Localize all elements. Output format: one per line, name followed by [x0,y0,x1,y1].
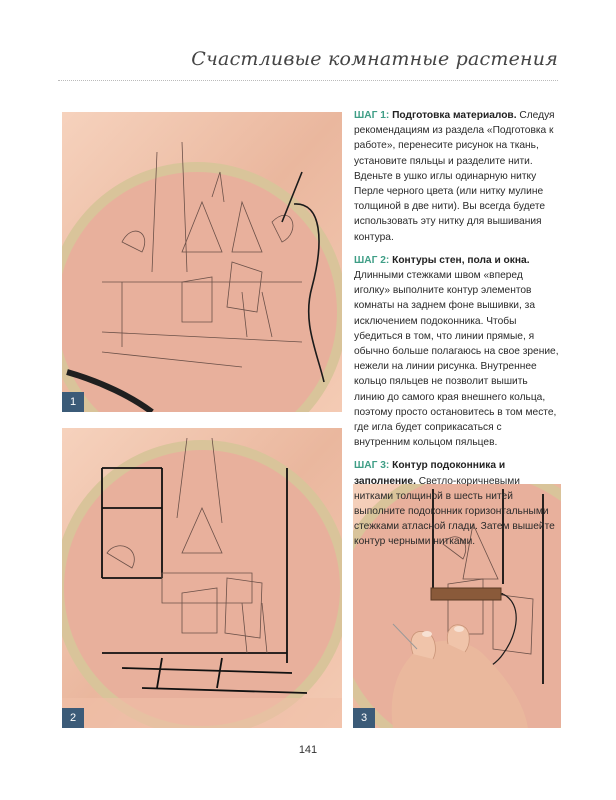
step-label: ШАГ 1: [354,110,390,121]
step-label: ШАГ 3: [354,460,390,472]
step-3-paragraph [354,458,560,549]
photo-step-2 [62,428,342,728]
step-label: ШАГ 2: [354,254,390,266]
page-number: 141 [298,744,318,756]
step-title: Подготовка материалов. [392,110,517,121]
step-body: Светло-коричневыми нитками толщиной в шесть нитей выполните подоконник горизонтальными стежками атласной глади. Затем вышейте контур черными нитками. [354,475,555,548]
photo-2-illustration [62,428,342,728]
photo-step-1 [62,112,342,412]
photo-number-badge: 3 [353,708,375,728]
step-title: Контуры стен, пола и окна. [392,254,530,266]
header-rule [58,80,558,81]
step-title: Контур подоконника и заполнение. [354,460,506,487]
step-body: Длинными стежками швом «вперед иголку» выполните контур элементов комнаты на заднем фоне вышивки, за исключением подоконника. Чтобы убедиться в том, что линии прямые, я обычно больше полагаюсь на свое зрение, нежели на линии рисунка. Внутреннее кольцо пяльцев не позволит вышить линию до самого края внешнего кольца, поэтому просто остановитесь в том месте, где игла будет соприкасаться с внутренним кольцом пяльцев. [354,270,559,449]
photo-1-illustration [62,112,342,412]
step-1-paragraph [354,108,560,245]
step-body: Следуя рекомендациям из раздела «Подготовка к работе», перенесите рисунок на ткань, установите пяльцы и разделите нити. Вденьте в ушко иглы одинарную нитку Перле черного цвета (или нитку мулине толщиной в две нити). Вы всегда будете использовать эту нитку для вышивания контура. [354,110,555,243]
page-header-title: Счастливые комнатные растения [191,48,558,70]
photo-number-badge: 2 [62,708,84,728]
step-2-paragraph [354,253,560,451]
instructions-column [354,108,560,558]
photo-number-badge: 1 [62,392,84,412]
